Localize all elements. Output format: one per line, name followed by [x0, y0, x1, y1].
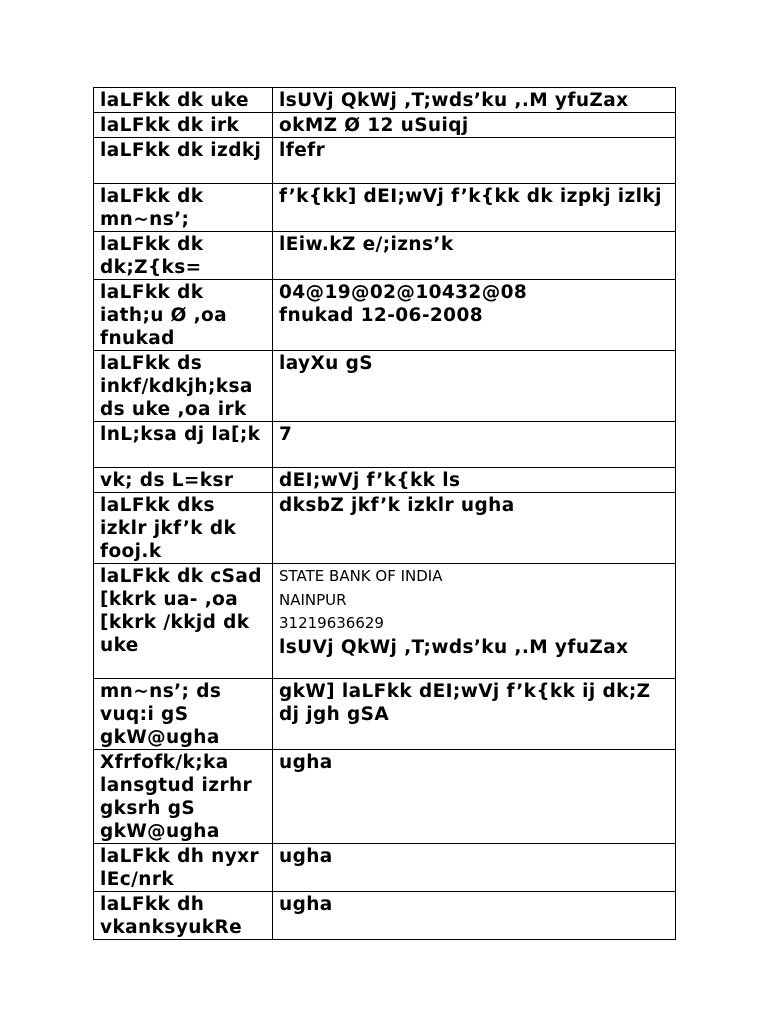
table-body: [94, 88, 676, 940]
row-label: laLFkk dk irk: [94, 113, 273, 138]
table-row: [94, 113, 676, 138]
registration-details-table: [93, 87, 676, 940]
row-value: [273, 280, 676, 351]
table-row: [94, 468, 676, 493]
table-row: [94, 422, 676, 468]
row-label: laLFkk ds inkf/kdkjh;ksa ds uke ,oa irk: [94, 351, 273, 422]
table-row: [94, 138, 676, 184]
row-value: ugha: [273, 750, 676, 844]
table-row: [94, 892, 676, 940]
row-value: ugha: [273, 892, 676, 940]
bank-name: STATE BANK OF INDIA: [279, 567, 443, 585]
row-value: lsUVj QkWj ,T;wds’ku ,.M yfuZax: [273, 88, 676, 113]
account-holder-name: lsUVj QkWj ,T;wds’ku ,.M yfuZax: [279, 636, 629, 658]
row-value: 7: [273, 422, 676, 468]
row-label: vk; ds L=ksr: [94, 468, 273, 493]
row-label: laLFkk dk iath;u Ø ,oa fnukad: [94, 280, 273, 351]
value-line: 04@19@02@10432@08: [279, 282, 528, 303]
value-line: fnukad 12-06-2008: [279, 305, 483, 326]
table-row: [94, 844, 676, 892]
table-row: [94, 493, 676, 564]
row-label: laLFkk dk dk;Z{ks=: [94, 232, 273, 280]
row-label: laLFkk dk cSad [kkrk ua- ,oa [kkrk /kkjd dk uke: [94, 564, 273, 679]
row-value: layXu gS: [273, 351, 676, 422]
table-row: [94, 232, 676, 280]
row-label: laLFkk dk mn~ns’;: [94, 184, 273, 232]
row-value: f’k{kk] dEI;wVj f’k{kk dk izpkj izlkj: [273, 184, 676, 232]
table-row: [94, 564, 676, 679]
row-value: dksbZ jkf’k izklr ugha: [273, 493, 676, 564]
row-label: Xfrfofk/k;ka lansgtud izrhr gksrh gS gkW@ugha: [94, 750, 273, 844]
row-label: laLFkk dh vkanksyukRe: [94, 892, 273, 940]
row-value: dEI;wVj f’k{kk ls: [273, 468, 676, 493]
row-label: laLFkk dk izdkj: [94, 138, 273, 184]
row-label: laLFkk dk uke: [94, 88, 273, 113]
bank-account-number: 31219636629: [279, 614, 384, 632]
row-label: laLFkk dh nyxr lEc/nrk: [94, 844, 273, 892]
row-value: ugha: [273, 844, 676, 892]
table-row: [94, 351, 676, 422]
row-label: laLFkk dks izklr jkf’k dk fooj.k: [94, 493, 273, 564]
table-row: [94, 184, 676, 232]
row-value: lfefr: [273, 138, 676, 184]
row-value: [273, 564, 676, 679]
bank-branch: NAINPUR: [279, 590, 347, 609]
row-label: lnL;ksa dj la[;k: [94, 422, 273, 468]
row-value: okMZ Ø 12 uSuiqj: [273, 113, 676, 138]
table-row: [94, 88, 676, 113]
table-row: [94, 750, 676, 844]
row-label: mn~ns’; ds vuq:i gS gkW@ugha: [94, 679, 273, 750]
row-value: lEiw.kZ e/;izns’k: [273, 232, 676, 280]
row-value: gkW] laLFkk dEI;wVj f’k{kk ij dk;Z dj jgh gSA: [273, 679, 676, 750]
table-row: [94, 679, 676, 750]
table-row: [94, 280, 676, 351]
